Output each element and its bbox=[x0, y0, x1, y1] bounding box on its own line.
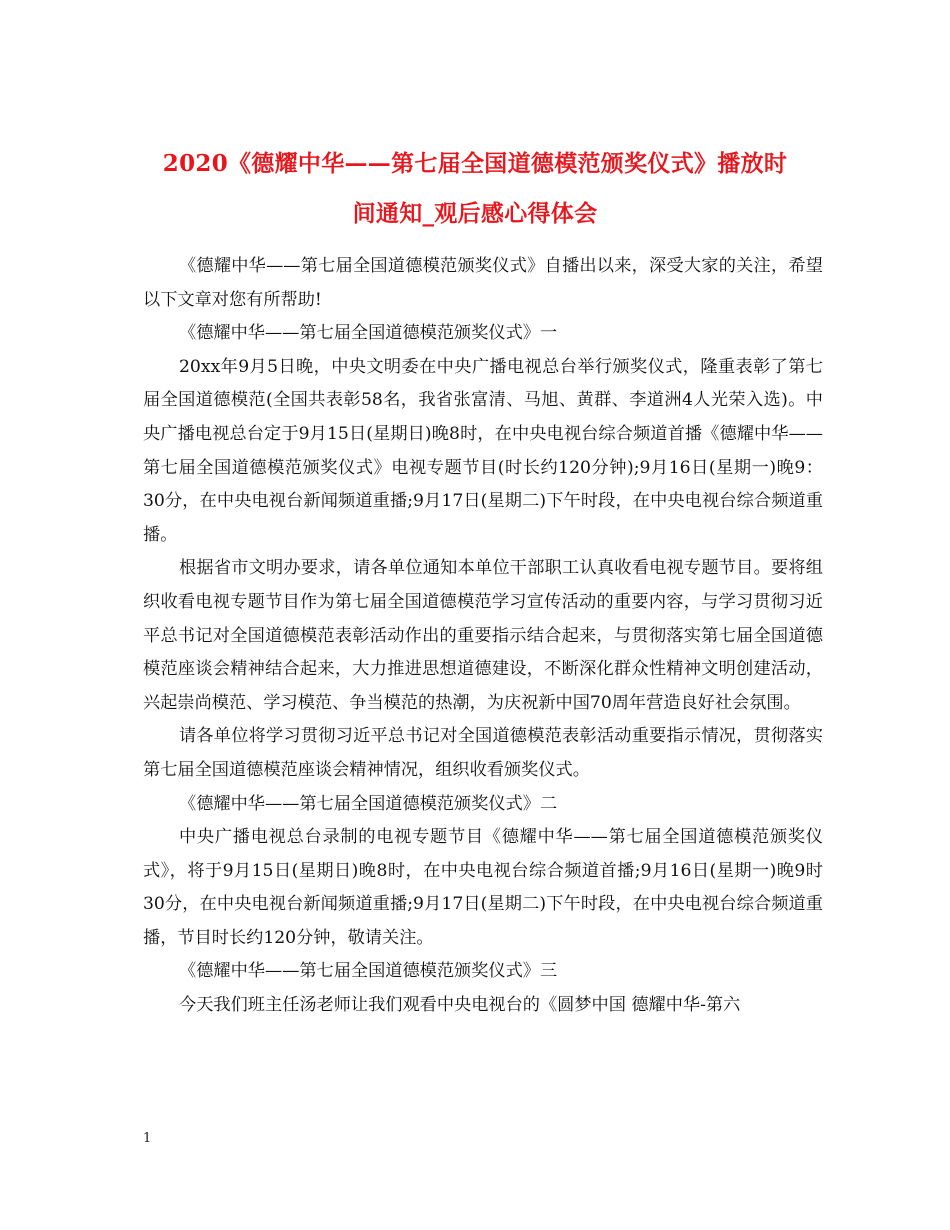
section-heading-2: 《德耀中华——第七届全国道德模范颁奖仪式》二 bbox=[179, 793, 558, 814]
body-paragraph: 请各单位将学习贯彻习近平总书记对全国道德模范表彰活动重要指示情况，贯彻落实第七届全国道德模范座谈会精神情况，组织收看颁奖仪式。 bbox=[143, 726, 823, 780]
intro-paragraph: 《德耀中华——第七届全国道德模范颁奖仪式》自播出以来，深受大家的关注，希望以下文章对您有所帮助! bbox=[143, 256, 823, 310]
body-paragraph: 今天我们班主任汤老师让我们观看中央电视台的《圆梦中国 德耀中华-第六 bbox=[179, 995, 741, 1016]
body-paragraph: 20xx年9月5日晚，中央文明委在中央广播电视总台举行颁奖仪式，隆重表彰了第七届全国道德模范(全国共表彰58名，我省张富清、马旭、黄群、李道洲4人光荣入选)。中央广播电视总台定于9月15日(星期日)晚8时，在中央电视台综合频道首播《德耀中华——第七届全国道德模范颁奖仪式》电视专题节目(时长约120分钟);9月16日(星期一)晚9：30分，在中央电视台新闻频道重播;9月17日(星期二)下午时段，在中央电视台综合频道重播。 bbox=[143, 356, 823, 545]
body-paragraph: 中央广播电视总台录制的电视专题节目《德耀中华——第七届全国道德模范颁奖仪式》，将于9月15日(星期日)晚8时，在中央电视台综合频道首播;9月16日(星期一)晚9时30分，在中央电视台新闻频道重播;9月17日(星期二)下午时段，在中央电视台综合频道重播，节目时长约120分钟，敬请关注。 bbox=[143, 827, 823, 948]
title-line: 间通知_观后感心得体会 bbox=[352, 200, 598, 228]
document-body bbox=[143, 250, 823, 1023]
section-heading-1: 《德耀中华——第七届全国道德模范颁奖仪式》一 bbox=[179, 323, 558, 344]
document-title bbox=[120, 139, 830, 239]
body-paragraph: 根据省市文明办要求，请各单位通知本单位干部职工认真收看电视专题节目。要将组织收看电视专题节目作为第七届全国道德模范学习宣传活动的重要内容，与学习贯彻习近平总书记对全国道德模范表彰活动作出的重要指示结合起来，与贯彻落实第七届全国道德模范座谈会精神结合起来，大力推进思想道德建设，不断深化群众性精神文明创建活动，兴起崇尚模范、学习模范、争当模范的热潮，为庆祝新中国70周年营造良好社会氛围。 bbox=[143, 558, 823, 713]
section-heading-3: 《德耀中华——第七届全国道德模范颁奖仪式》三 bbox=[179, 961, 558, 982]
page-number: 1 bbox=[143, 1131, 152, 1146]
title-line: 2020《德耀中华——第七届全国道德模范颁奖仪式》播放时 bbox=[162, 150, 788, 178]
